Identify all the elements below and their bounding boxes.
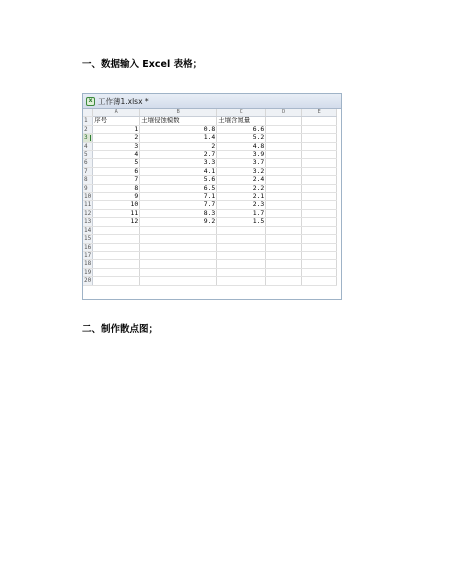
cell-c[interactable]: 6.6 <box>217 125 266 133</box>
cell-d[interactable] <box>266 125 302 133</box>
section-heading-data-input: 一、数据输入 Excel 表格； <box>82 59 203 70</box>
column-header-d[interactable]: D <box>266 109 302 117</box>
table-row <box>83 251 337 259</box>
table-row <box>83 209 337 217</box>
table-row <box>83 268 337 276</box>
cell-d[interactable] <box>266 251 302 259</box>
cell-b[interactable]: 8.3 <box>140 209 217 217</box>
cell-a[interactable]: 7 <box>93 176 140 184</box>
cell-a[interactable] <box>93 226 140 234</box>
cell-c[interactable] <box>217 243 266 251</box>
cell-d[interactable] <box>266 268 302 276</box>
spreadsheet-window <box>82 93 342 300</box>
cell-a[interactable]: 9 <box>93 193 140 201</box>
cell-b[interactable] <box>140 226 217 234</box>
cell-b[interactable]: 0.8 <box>140 125 217 133</box>
cell-e[interactable] <box>302 151 337 159</box>
cell-d[interactable] <box>266 226 302 234</box>
cell-c[interactable]: 2.2 <box>217 184 266 192</box>
cell-c[interactable]: 2.4 <box>217 176 266 184</box>
table-row <box>83 134 337 142</box>
cell-b[interactable]: 土壤侵蚀模数 <box>140 117 217 125</box>
cell-d[interactable] <box>266 201 302 209</box>
cell-e[interactable] <box>302 277 337 285</box>
cell-d[interactable] <box>266 235 302 243</box>
cell-c[interactable]: 3.9 <box>217 151 266 159</box>
cell-e[interactable] <box>302 167 337 175</box>
cell-d[interactable] <box>266 277 302 285</box>
cell-e[interactable] <box>302 260 337 268</box>
table-row <box>83 201 337 209</box>
table-row <box>83 167 337 175</box>
cell-d[interactable] <box>266 142 302 150</box>
cell-a[interactable]: 12 <box>93 218 140 226</box>
column-header-b[interactable]: B <box>140 109 217 117</box>
row-header[interactable]: 18 <box>84 260 92 268</box>
table-row <box>83 277 337 285</box>
cell-c[interactable]: 2.3 <box>217 201 266 209</box>
cell-e[interactable] <box>302 117 337 125</box>
cell-b[interactable]: 7.1 <box>140 193 217 201</box>
row-header[interactable]: 3 <box>83 134 93 142</box>
cell-e[interactable] <box>302 134 337 142</box>
cell-a[interactable]: 1 <box>93 125 140 133</box>
cell-d[interactable] <box>266 184 302 192</box>
cell-b[interactable]: 1.4 <box>140 134 217 142</box>
cell-d[interactable] <box>266 151 302 159</box>
cell-d[interactable] <box>266 193 302 201</box>
cell-c[interactable]: 1.5 <box>217 218 266 226</box>
spreadsheet-grid <box>83 109 337 286</box>
cell-d[interactable] <box>266 260 302 268</box>
column-header-row <box>83 109 337 117</box>
cell-b[interactable]: 9.2 <box>140 218 217 226</box>
cell-d[interactable] <box>266 176 302 184</box>
cell-c[interactable] <box>217 251 266 259</box>
cell-a[interactable]: 序号 <box>93 117 140 125</box>
column-header-c[interactable]: C <box>217 109 266 117</box>
table-row <box>83 125 337 133</box>
cell-a[interactable] <box>93 268 140 276</box>
table-row <box>83 151 337 159</box>
cell-a[interactable] <box>93 277 140 285</box>
excel-file-icon: x <box>86 97 95 106</box>
table-row <box>83 226 337 234</box>
spreadsheet-titlebar <box>83 94 341 109</box>
cell-e[interactable] <box>302 125 337 133</box>
cell-e[interactable] <box>302 176 337 184</box>
cell-e[interactable] <box>302 142 337 150</box>
cell-a[interactable] <box>93 260 140 268</box>
row-header[interactable]: 10 <box>84 193 92 201</box>
cell-c[interactable]: 土壤含氮量 <box>217 117 266 125</box>
cell-c[interactable] <box>217 226 266 234</box>
cell-a[interactable]: 3 <box>93 142 140 150</box>
cell-d[interactable] <box>266 218 302 226</box>
cell-c[interactable]: 1.7 <box>217 209 266 217</box>
cell-d[interactable] <box>266 209 302 217</box>
row-header[interactable]: 12 <box>84 209 92 217</box>
cell-a[interactable]: 5 <box>93 159 140 167</box>
cell-d[interactable] <box>266 117 302 125</box>
cell-a[interactable]: 6 <box>93 167 140 175</box>
section-heading-scatter-plot: 二、制作散点图； <box>82 324 159 335</box>
table-row <box>83 193 337 201</box>
cell-e[interactable] <box>302 218 337 226</box>
row-header[interactable]: 1 <box>83 117 93 125</box>
column-header-e[interactable]: E <box>302 109 337 117</box>
cell-b[interactable] <box>140 251 217 259</box>
cell-e[interactable] <box>302 268 337 276</box>
cell-e[interactable] <box>302 201 337 209</box>
row-header[interactable]: 11 <box>84 201 92 209</box>
table-row <box>83 243 337 251</box>
cell-b[interactable]: 6.5 <box>140 184 217 192</box>
cell-e[interactable] <box>302 193 337 201</box>
cell-c[interactable]: 5.2 <box>217 134 266 142</box>
cell-e[interactable] <box>302 226 337 234</box>
cell-b[interactable] <box>140 277 217 285</box>
cell-d[interactable] <box>266 159 302 167</box>
cell-c[interactable]: 3.2 <box>217 167 266 175</box>
cell-e[interactable] <box>302 159 337 167</box>
cell-b[interactable]: 3.3 <box>140 159 217 167</box>
row-header[interactable]: 13 <box>84 218 92 226</box>
row-header[interactable]: 15 <box>84 235 92 243</box>
row-header[interactable]: 16 <box>84 243 92 251</box>
cell-a[interactable]: 2 <box>93 134 140 142</box>
cell-c[interactable] <box>217 277 266 285</box>
cell-c[interactable]: 2.1 <box>217 193 266 201</box>
cell-a[interactable] <box>93 251 140 259</box>
table-row <box>83 159 337 167</box>
cell-c[interactable]: 3.7 <box>217 159 266 167</box>
cell-a[interactable]: 11 <box>93 209 140 217</box>
cell-a[interactable]: 10 <box>93 201 140 209</box>
cell-b[interactable]: 7.7 <box>140 201 217 209</box>
cell-d[interactable] <box>266 134 302 142</box>
cell-b[interactable] <box>140 243 217 251</box>
column-header-a[interactable]: A <box>93 109 140 117</box>
row-header[interactable]: 7 <box>83 167 93 175</box>
table-row <box>83 117 337 125</box>
table-row <box>83 176 337 184</box>
row-header[interactable]: 14 <box>84 226 92 234</box>
row-header[interactable]: 17 <box>84 251 92 259</box>
row-header[interactable]: 20 <box>84 277 92 285</box>
cell-e[interactable] <box>302 251 337 259</box>
cell-b[interactable]: 5.6 <box>140 176 217 184</box>
window-title: 工作薄1.xlsx * <box>98 96 149 106</box>
table-row <box>83 142 337 150</box>
cell-d[interactable] <box>266 167 302 175</box>
cell-c[interactable] <box>217 260 266 268</box>
cell-e[interactable] <box>302 235 337 243</box>
table-row <box>83 184 337 192</box>
cell-b[interactable]: 2 <box>140 142 217 150</box>
cell-b[interactable]: 2.7 <box>140 151 217 159</box>
cell-c[interactable] <box>217 235 266 243</box>
cell-b[interactable] <box>140 260 217 268</box>
cell-d[interactable] <box>266 243 302 251</box>
cell-b[interactable] <box>140 235 217 243</box>
cell-b[interactable]: 4.1 <box>140 167 217 175</box>
cell-a[interactable] <box>93 235 140 243</box>
cell-e[interactable] <box>302 209 337 217</box>
row-header[interactable]: 2 <box>83 125 93 133</box>
row-header[interactable]: 4 <box>83 142 93 150</box>
cell-e[interactable] <box>302 184 337 192</box>
cell-a[interactable]: 8 <box>93 184 140 192</box>
table-row <box>83 218 337 226</box>
selection-marker <box>90 135 91 141</box>
row-header[interactable]: 6 <box>83 159 93 167</box>
row-header[interactable]: 8 <box>83 176 93 184</box>
row-header[interactable]: 5 <box>83 151 93 159</box>
table-row <box>83 260 337 268</box>
cell-b[interactable] <box>140 268 217 276</box>
select-all-corner[interactable] <box>83 109 93 117</box>
cell-a[interactable]: 4 <box>93 151 140 159</box>
cell-a[interactable] <box>93 243 140 251</box>
table-row <box>83 235 337 243</box>
row-header[interactable]: 9 <box>83 184 93 192</box>
cell-e[interactable] <box>302 243 337 251</box>
row-header[interactable]: 19 <box>84 268 92 276</box>
cell-c[interactable]: 4.8 <box>217 142 266 150</box>
cell-c[interactable] <box>217 268 266 276</box>
